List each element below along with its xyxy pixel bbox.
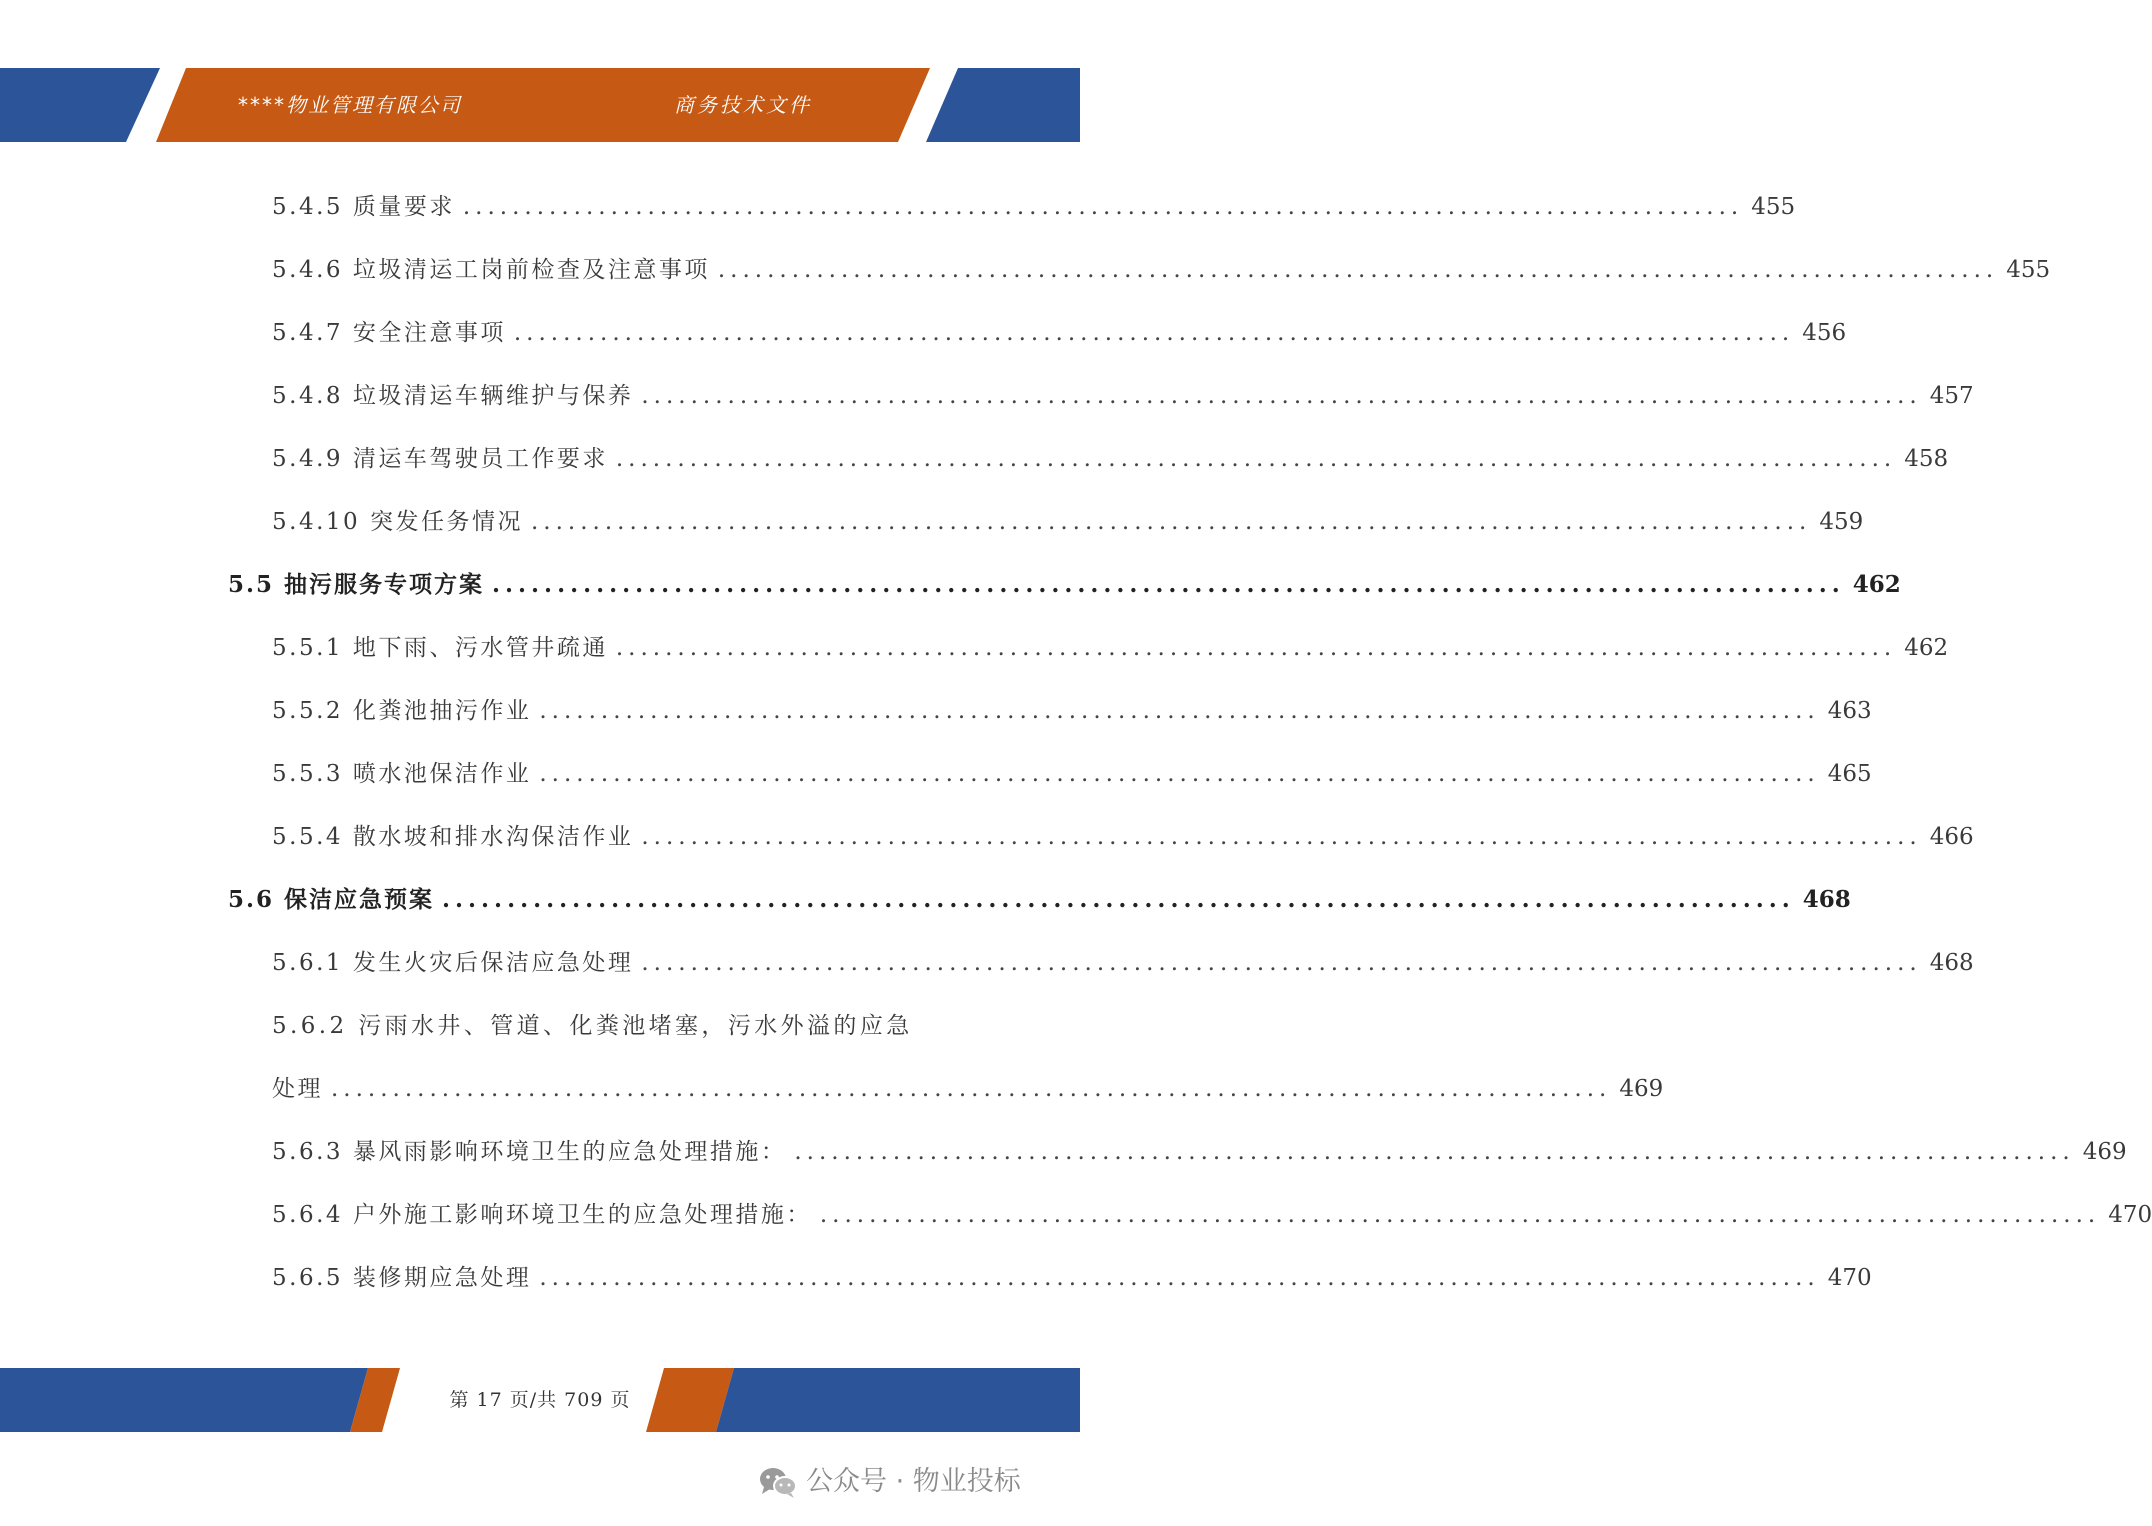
wechat-watermark — [758, 1460, 1021, 1504]
toc-entry[interactable] — [272, 1258, 1872, 1298]
toc-entry-label: 5.4.5 质量要求 — [272, 194, 455, 220]
toc-entry-label: 5.4.10 突发任务情况 — [272, 509, 523, 535]
toc-entry-label: 5.6.2 污雨水井、管道、化粪池堵塞，污水外溢的应急 — [272, 1013, 913, 1039]
toc-entry-page: 462 — [1904, 635, 1949, 661]
dot-leader: ........................................................................................................ — [819, 1202, 2101, 1228]
toc-entry[interactable] — [272, 250, 2051, 290]
toc-entry[interactable] — [272, 187, 1796, 227]
toc-entry[interactable] — [272, 817, 1974, 857]
toc-entry-page: 470 — [1827, 1265, 1872, 1291]
toc-entry-page: 457 — [1929, 383, 1974, 409]
dot-leader: ........................................................................................................ — [539, 1265, 1820, 1291]
toc-entry-label: 5.4.8 垃圾清运车辆维护与保养 — [272, 383, 634, 409]
toc-entry[interactable] — [272, 1132, 2127, 1172]
dot-leader: ........................................................................................................ — [615, 635, 1897, 661]
toc-entry-page: 458 — [1904, 446, 1949, 472]
toc-entry-page: 462 — [1852, 571, 1901, 598]
dot-leader: ........................................................................................................ — [641, 950, 1922, 976]
header-band — [0, 68, 1080, 142]
header-blue-right — [926, 68, 1080, 142]
toc-entry-page: 469 — [1619, 1076, 1664, 1102]
footer-blue-right — [716, 1368, 1080, 1432]
dot-leader: ........................................................................................................ — [641, 824, 1922, 850]
dot-leader: ........................................................................................................ — [615, 446, 1897, 472]
header-company-name: ****物业管理有限公司 — [238, 93, 462, 117]
toc-entry[interactable] — [272, 754, 1872, 794]
dot-leader: ........................................................................................................ — [492, 571, 1845, 598]
toc-entry-label: 处理 — [272, 1076, 323, 1102]
dot-leader: ........................................................................................................ — [539, 698, 1820, 724]
toc-entry[interactable] — [272, 313, 1847, 353]
toc-entry[interactable] — [272, 439, 1949, 479]
toc-section-entry[interactable] — [228, 565, 1901, 605]
toc-entry-page: 455 — [2006, 257, 2051, 283]
toc-entry-wrapped-line[interactable] — [272, 1006, 913, 1046]
toc-entry-page: 455 — [1751, 194, 1796, 220]
dot-leader: ........................................................................................................ — [331, 1076, 1612, 1102]
toc-entry-page: 468 — [1929, 950, 1974, 976]
toc-entry-label: 5.4.6 垃圾清运工岗前检查及注意事项 — [272, 257, 710, 283]
toc-entry-page: 466 — [1929, 824, 1974, 850]
toc-entry-page: 469 — [2082, 1139, 2127, 1165]
dot-leader: ........................................................................................................ — [442, 886, 1795, 913]
page-number: 第 17 页/共 709 页 — [449, 1389, 631, 1411]
watermark-text: 公众号 · 物业投标 — [806, 1466, 1021, 1497]
dot-leader: ........................................................................................................ — [539, 761, 1820, 787]
toc-entry-label: 5.6.5 装修期应急处理 — [272, 1265, 532, 1291]
toc-entry-label: 5.5.3 喷水池保洁作业 — [272, 761, 532, 787]
dot-leader: ........................................................................................................ — [513, 320, 1795, 346]
toc-entry-label: 5.5.2 化粪池抽污作业 — [272, 698, 532, 724]
toc-entry-label: 5.4.7 安全注意事项 — [272, 320, 506, 346]
toc-entry-page: 459 — [1819, 509, 1864, 535]
toc-entry[interactable] — [272, 628, 1949, 668]
toc-entry-label: 5.6.3 暴风雨影响环境卫生的应急处理措施： — [272, 1139, 787, 1165]
toc-entry[interactable] — [272, 691, 1872, 731]
toc-entry-page: 468 — [1802, 886, 1851, 913]
toc-entry[interactable] — [272, 1195, 2152, 1235]
dot-leader: ........................................................................................................ — [717, 257, 1999, 283]
toc-entry[interactable] — [272, 376, 1974, 416]
toc-entry[interactable] — [272, 943, 1974, 983]
toc-entry-label: 5.4.9 清运车驾驶员工作要求 — [272, 446, 608, 472]
toc-section-entry[interactable] — [228, 880, 1851, 920]
toc-entry-label: 5.6 保洁应急预案 — [228, 886, 435, 913]
toc-entry-label: 5.5.1 地下雨、污水管井疏通 — [272, 635, 608, 661]
dot-leader: ........................................................................................................ — [530, 509, 1812, 535]
wechat-icon — [758, 1465, 798, 1499]
dot-leader: ........................................................................................................ — [641, 383, 1922, 409]
dot-leader: ........................................................................................................ — [462, 194, 1744, 220]
toc-entry-label: 5.6.4 户外施工影响环境卫生的应急处理措施： — [272, 1202, 812, 1228]
toc-entry[interactable] — [272, 502, 1864, 542]
toc-entry-label: 5.5 抽污服务专项方案 — [228, 571, 485, 598]
toc-entry-page: 456 — [1802, 320, 1847, 346]
toc-entry-page: 463 — [1827, 698, 1872, 724]
header-document-type: 商务技术文件 — [674, 93, 812, 117]
toc-entry-label: 5.6.1 发生火灾后保洁应急处理 — [272, 950, 634, 976]
header-blue-left — [0, 68, 160, 142]
toc-entry-page: 465 — [1827, 761, 1872, 787]
page-header — [0, 68, 1080, 142]
dot-leader: ........................................................................................................ — [794, 1139, 2075, 1165]
toc-entry[interactable] — [272, 1069, 1664, 1109]
toc-entry-label: 5.5.4 散水坡和排水沟保洁作业 — [272, 824, 634, 850]
toc-entry-page: 470 — [2108, 1202, 2152, 1228]
footer-blue-left — [0, 1368, 368, 1432]
